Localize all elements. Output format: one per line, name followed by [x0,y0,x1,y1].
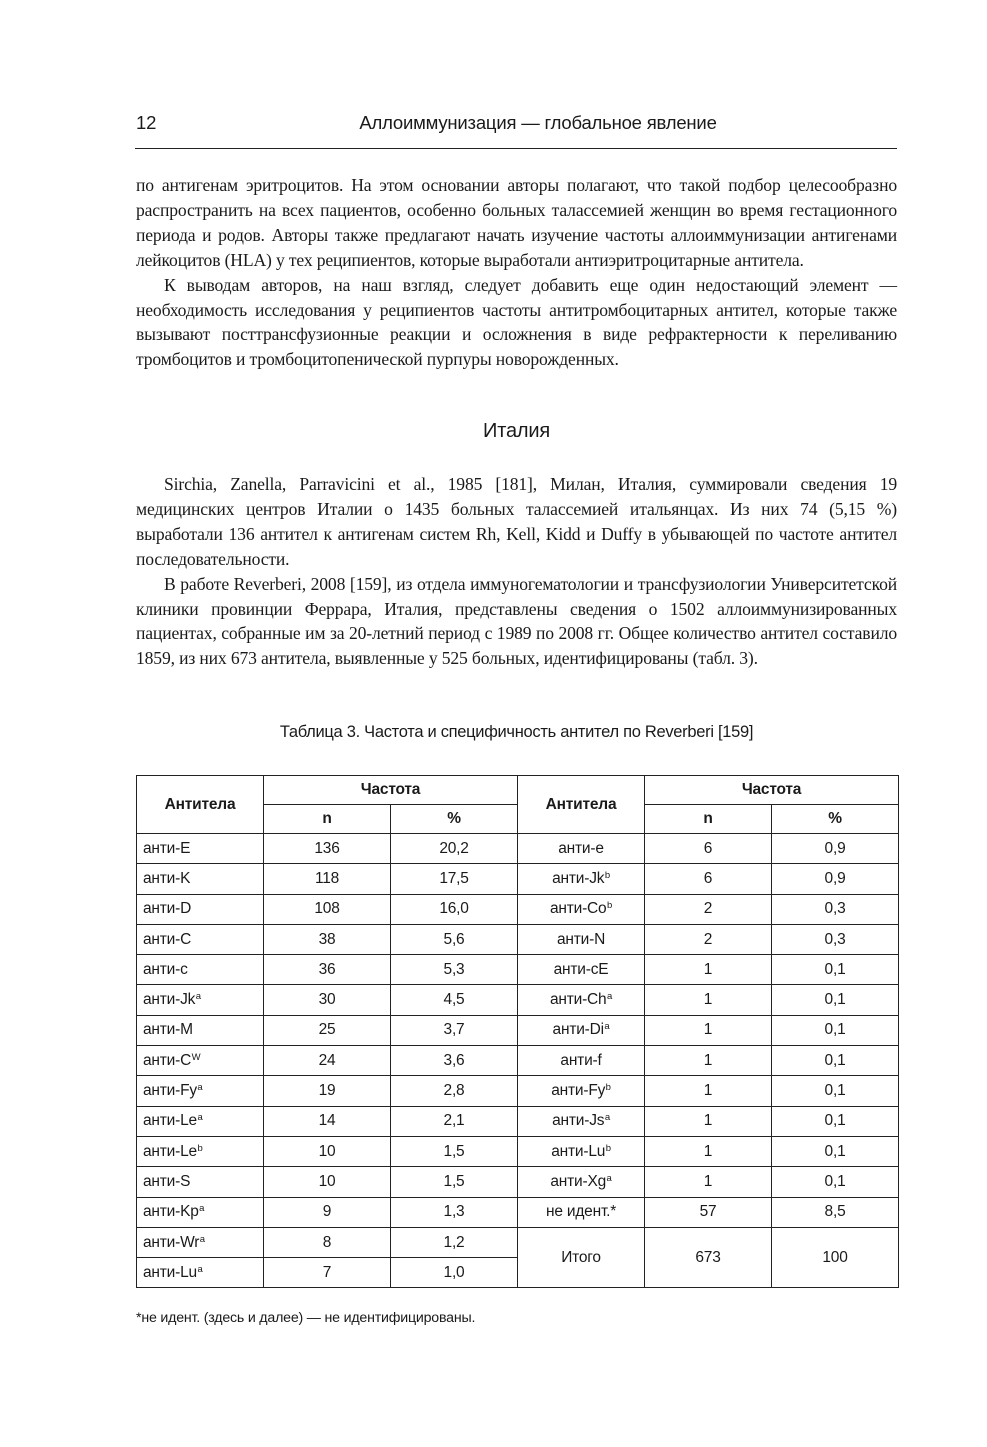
count-cell: 14 [264,1106,391,1136]
count-cell: 24 [264,1046,391,1076]
table-row [137,1106,899,1136]
count-cell: 8 [264,1227,391,1257]
antibody-name-cell [137,1076,264,1106]
antibody-name: анти-M [143,1021,193,1039]
antigen-superscript: a [604,1021,610,1033]
count-cell: 6 [645,864,772,894]
count-cell: 19 [264,1076,391,1106]
antibody-name: анти-c [143,960,188,978]
antibody-name: анти-Lu [143,1263,197,1281]
percent-cell: 0,1 [772,1106,899,1136]
antibody-name-cell [137,1258,264,1288]
antibody-name: анти-Xg [550,1172,607,1190]
count-cell: 1 [645,1015,772,1045]
table-row [137,955,899,985]
header-frequency-right: Частота [645,776,899,805]
table-row [137,1227,899,1257]
percent-cell: 0,1 [772,1167,899,1197]
percent-cell: 0,3 [772,924,899,954]
table-row [137,894,899,924]
antibody-name-cell [137,864,264,894]
paragraph-sirchia: Sirchia, Zanella, Parravicini et al., 1985 [181], Милан, Италия, суммировали сведения 19 медицинских центров Италии о 1435 больных талассемией итальянцах. Из них 74 (5,15 %) выработали 136 антител к антигенам систем Rh, Kell, Kidd и Duffy в убывающей по частоте антител последовательности. [136,474,897,569]
antibody-name: не идент.* [545,1203,617,1221]
antigen-superscript: a [195,991,201,1003]
percent-cell: 16,0 [391,894,518,924]
antibody-name-cell [137,1106,264,1136]
antigen-superscript: a [197,1263,203,1275]
antibody-name-cell [137,1167,264,1197]
antibody-name-cell [137,1015,264,1045]
antibody-frequency-table [136,775,899,1288]
antibody-name-cell [518,924,645,954]
count-cell: 36 [264,955,391,985]
table-row [137,924,899,954]
antigen-superscript: b [197,1142,203,1154]
antigen-superscript: a [604,1112,610,1124]
count-cell: 7 [264,1258,391,1288]
antibody-name: анти-C [143,1051,192,1069]
antibody-name: анти-D [143,900,192,918]
antibody-name-cell [137,1197,264,1227]
table-row [137,1076,899,1106]
header-frequency-left: Частота [264,776,518,805]
antibody-name: анти-Co [549,900,607,918]
percent-cell: 17,5 [391,864,518,894]
total-label-cell: Итого [518,1227,645,1288]
percent-cell: 3,6 [391,1046,518,1076]
header-antibody-left: Антитела [137,776,264,834]
antibody-name-cell [137,834,264,864]
table-row [137,1197,899,1227]
antibody-name: анти-E [143,839,191,857]
count-cell: 1 [645,985,772,1015]
antibody-name: анти-Js [552,1112,605,1130]
antibody-name-cell [518,1197,645,1227]
percent-cell: 0,1 [772,1046,899,1076]
antigen-superscript: a [199,1203,205,1215]
antibody-name-cell [518,985,645,1015]
antibody-name-cell [518,1015,645,1045]
running-head [136,112,897,138]
count-cell: 1 [645,1106,772,1136]
antibody-name-cell [137,1136,264,1166]
count-cell: 1 [645,1046,772,1076]
percent-cell: 5,6 [391,924,518,954]
count-cell: 2 [645,894,772,924]
percent-cell: 2,8 [391,1076,518,1106]
percent-cell: 1,0 [391,1258,518,1288]
antigen-superscript: b [606,900,613,912]
antibody-name: анти-f [560,1051,602,1069]
paragraph-conclusion: К выводам авторов, на наш взгляд, следует добавить еще один недостающий элемент — необходимость исследования у реципиентов частоты антитромбоцитарных антител, которые также вызывают посттрансфузионные реакции и осложнения в виде рефрактерности к переливанию тромбоцитов и тромбоцитопенической пурпуры новорожденных. [136,274,897,370]
antibody-name: анти-Lu [551,1142,606,1160]
antibody-name-cell [137,955,264,985]
percent-cell: 0,1 [772,1136,899,1166]
header-antibody-right: Антитела [518,776,645,834]
antibody-name: анти-Wr [143,1233,200,1251]
antibody-name: анти-Jk [552,869,605,887]
antibody-name: анти-Kp [143,1203,199,1221]
count-cell: 38 [264,924,391,954]
table-row [137,1167,899,1197]
antibody-name: анти-Di [552,1021,604,1039]
antibody-name-cell [137,924,264,954]
antibody-name-cell [137,894,264,924]
count-cell: 1 [645,1076,772,1106]
count-cell: 1 [645,955,772,985]
table-row [137,864,899,894]
intro-text-block [136,173,897,372]
percent-cell: 0,1 [772,985,899,1015]
percent-cell: 0,3 [772,894,899,924]
percent-cell: 0,9 [772,834,899,864]
antigen-superscript: b [605,1082,611,1094]
antibody-name-cell [518,1106,645,1136]
table-header-row [137,776,899,805]
total-count-cell: 673 [645,1227,772,1288]
percent-cell: 5,3 [391,955,518,985]
antibody-name: анти-N [556,930,606,948]
count-cell: 136 [264,834,391,864]
header-percent-left: % [391,805,518,834]
table-row [137,834,899,864]
count-cell: 10 [264,1167,391,1197]
count-cell: 30 [264,985,391,1015]
count-cell: 10 [264,1136,391,1166]
antibody-name: анти-Ch [549,991,607,1009]
count-cell: 1 [645,1167,772,1197]
paragraph-reverberi: В работе Reverberi, 2008 [159], из отдела иммуногематологии и трансфузиологии Университетской клиники провинции Феррара, Италия, представлены сведения о 1502 аллоиммунизированных пациентах, собранные им за 20-летний период с 1989 по 2008 гг. Общее количество антител составило 1859, из них 673 антитела, выявленные у 525 больных, идентифицированы (табл. 3). [136,573,897,669]
antibody-name: анти-Le [143,1112,197,1130]
running-title: Аллоиммунизация — глобальное явление [359,112,717,133]
antibody-name-cell [518,864,645,894]
table-row [137,1046,899,1076]
percent-cell: 1,2 [391,1227,518,1257]
count-cell: 9 [264,1197,391,1227]
antigen-superscript: a [606,1172,612,1184]
percent-cell: 2,1 [391,1106,518,1136]
antigen-superscript: b [604,869,610,881]
percent-cell: 0,1 [772,955,899,985]
antibody-name-cell [137,1046,264,1076]
percent-cell: 1,5 [391,1136,518,1166]
page-number: 12 [136,112,157,133]
table-row [137,1136,899,1166]
count-cell: 6 [645,834,772,864]
antibody-name-cell [518,1136,645,1166]
percent-cell: 0,9 [772,864,899,894]
percent-cell: 1,3 [391,1197,518,1227]
percent-cell: 4,5 [391,985,518,1015]
antibody-name-cell [137,985,264,1015]
count-cell: 118 [264,864,391,894]
antibody-name-cell [518,1167,645,1197]
antibody-name-cell [518,834,645,864]
antibody-name-cell [137,1227,264,1257]
table-row [137,1015,899,1045]
percent-cell: 0,1 [772,1015,899,1045]
antibody-name: анти-Fy [551,1082,606,1100]
antibody-name: анти-cE [553,960,609,978]
antibody-name: анти-K [143,869,191,887]
count-cell: 57 [645,1197,772,1227]
italy-text-block [136,472,897,671]
percent-cell: 0,1 [772,1076,899,1106]
header-n-right: n [645,805,772,834]
count-cell: 2 [645,924,772,954]
antigen-superscript: b [605,1142,611,1154]
header-rule [135,148,897,149]
count-cell: 108 [264,894,391,924]
total-percent-cell: 100 [772,1227,899,1288]
count-cell: 25 [264,1015,391,1045]
count-cell: 1 [645,1136,772,1166]
section-heading-italy: Италия [483,420,550,442]
table-row [137,985,899,1015]
antibody-name-cell [518,1076,645,1106]
antigen-superscript: a [197,1112,203,1124]
antibody-name: анти-S [143,1172,191,1190]
antibody-name: анти-C [143,930,192,948]
percent-cell: 3,7 [391,1015,518,1045]
header-percent-right: % [772,805,899,834]
percent-cell: 20,2 [391,834,518,864]
antibody-name-cell [518,955,645,985]
table-caption: Таблица 3. Частота и специфичность антител по Reverberi [159] [279,723,754,741]
antibody-name: анти-e [558,839,604,857]
antibody-name: анти-Jk [143,991,196,1009]
table-body [137,834,899,1288]
antibody-name: анти-Fy [143,1082,197,1100]
antigen-superscript: a [199,1233,205,1245]
antibody-name: анти-Le [143,1142,197,1160]
header-n-left: n [264,805,391,834]
paragraph-continuation: по антигенам эритроцитов. На этом основании авторы полагают, что такой подбор целесообразно распространить на всех пациентов, особенно больных талассемией женщин во время гестационного периода и родов. Авторы также предлагают начать изучение частоты аллоиммунизации антигенами лейкоцитов (HLA) у тех реципиентов, которые выработали антиэритроцитарные антитела. [136,175,897,270]
percent-cell: 1,5 [391,1167,518,1197]
antibody-name-cell [518,894,645,924]
antigen-superscript: a [606,991,613,1003]
percent-cell: 8,5 [772,1197,899,1227]
antibody-name-cell [518,1046,645,1076]
antigen-superscript: a [197,1082,203,1094]
table-footnote: *не идент. (здесь и далее) — не идентифицированы. [136,1310,476,1326]
antigen-superscript: W [191,1051,201,1063]
